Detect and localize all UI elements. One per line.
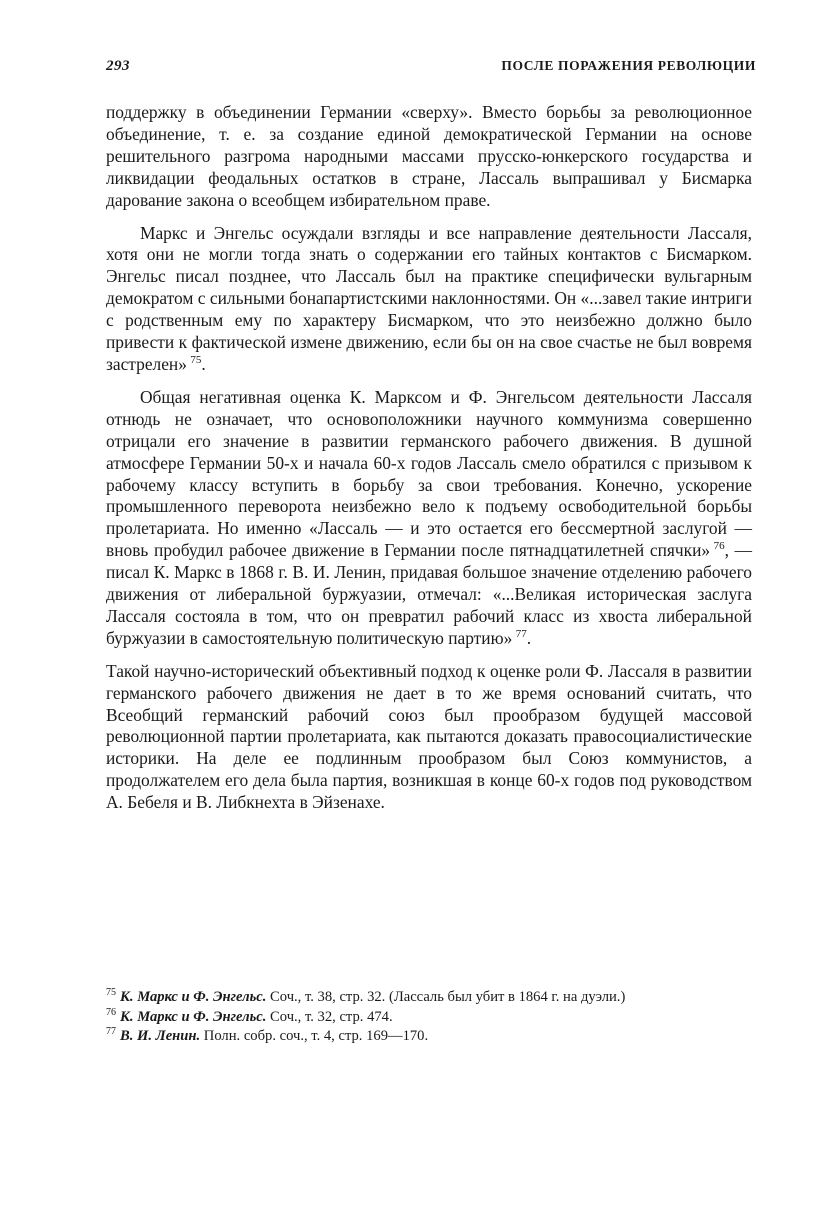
paragraph-4 [106,661,752,814]
page-number: 293 [106,58,130,74]
footnote-author: К. Маркс и Ф. Энгельс. [120,989,267,1005]
paragraph-1 [106,102,752,212]
footnote-77 [106,1027,752,1046]
paragraph-3 [106,387,752,650]
footnote-text: Соч., т. 38, стр. 32. (Лассаль был убит в 1864 г. на дуэли.) [266,989,626,1005]
footnote-ref-75[interactable]: 75 [190,354,202,367]
paragraph-4-text: Такой научно-исторический объективный подход к оценке роли Ф. Лассаля в развитии германского рабочего движения не дает в то же время оснований считать, что Всеобщий германский рабочий союз был прообразом будущей массовой революционной партии пролетариата, как пытаются доказать правосоциалистические историки. На деле ее подлинным прообразом был Союз коммунистов, а продолжателем его дела была партия, возникшая в конце 60-х годов под руководством А. Бебеля и В. Либкнехта в Эйзенахе. [106,660,752,813]
paragraph-3-middle: , — писал К. Маркс в 1868 г. В. И. Ленин, придавая большое значение отделению рабочего движения от либеральной буржуазии, отмечал: «...Великая историческая заслуга Лассаля состояла в том, что он превратил рабочий класс из хвоста либеральной буржуазии в самостоятельную политическую партию» [106,540,752,648]
footnote-author: В. И. Ленин. [120,1028,201,1045]
footnote-75 [106,988,752,1007]
footnote-ref-76[interactable]: 76 [713,540,725,553]
paragraph-2-text: Маркс и Энгельс осуждали взгляды и все направление деятельности Лассаля, хотя они не могли тогда знать о содержании его тайных контактов с Бисмарком. Энгельс писал позднее, что Лассаль был на практике специфически вульгарным демократом с сильными бонапартистскими наклонностями. Он «...завел такие интриги с родственным ему по характеру Бисмарком, что это неизбежно должно было привести к фактической измене движению, если бы он на свое счастье не был вовремя застрелен» [106,222,752,374]
paragraph-2-tail: . [201,353,206,374]
footnote-number: 76 [106,1006,116,1018]
paragraph-3-tail: . [526,627,532,648]
footnote-ref-77[interactable]: 77 [515,628,527,641]
footnote-author: К. Маркс и Ф. Энгельс. [120,1008,267,1025]
footnote-text: Соч., т. 32, стр. 474. [266,1008,393,1025]
footnote-text: Полн. собр. соч., т. 4, стр. 169—170. [200,1028,429,1045]
footnote-number: 77 [106,1026,116,1038]
page-header [106,58,756,75]
footnote-number: 75 [106,987,116,999]
footnote-76 [106,1008,752,1027]
running-head: ПОСЛЕ ПОРАЖЕНИЯ РЕВОЛЮЦИИ [501,58,756,73]
paragraph-2 [106,223,752,376]
main-text [106,102,752,814]
paragraph-1-text: поддержку в объединении Германии «сверху». Вместо борьбы за революционное объединение, т. е. за создание единой демократической Германии на основе решительного разгрома народными массами прусско-юнкерского государства и ликвидации феодальных остатков в стране, Лассаль выпрашивал у Бисмарка дарование закона о всеобщем избирательном праве. [106,102,752,210]
footnotes [106,988,752,1047]
paragraph-3-text: Общая негативная оценка К. Марксом и Ф. Энгельсом деятельности Лассаля отнюдь не означает, что основоположники научного коммунизма совершенно отрицали его значение в развитии германского рабочего движения. В душной атмосфере Германии 50-х и начала 60-х годов Лассаль смело обратился с призывом к рабочему классу вступить в борьбу за свои требования. Конечно, ускорение промышленного переворота неизбежно вело к подъему освободительной борьбы пролетариата. Но именно «Лассаль — и это остается его бессмертной заслугой — вновь пробудил рабочее движение в Германии после пятнадцатилетней спячки» [106,386,752,561]
